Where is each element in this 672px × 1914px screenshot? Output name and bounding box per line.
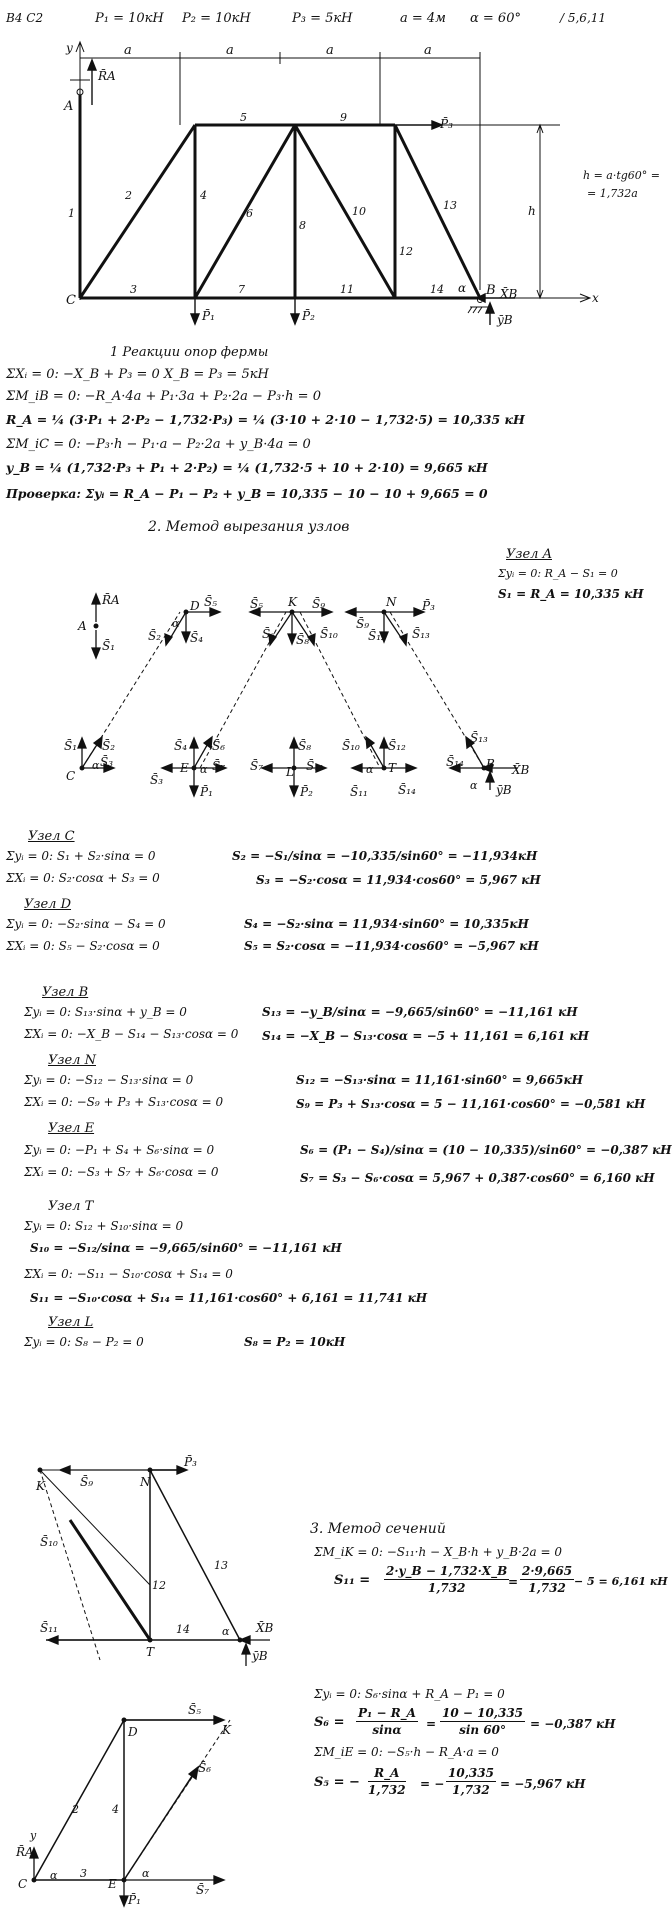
s3-s5-frac bbox=[368, 1766, 406, 1797]
cut-p1-e: P̄₁ bbox=[200, 785, 213, 799]
s3-s6-eq-num: 10 − 10,335 bbox=[442, 1706, 524, 1720]
yb-label: ȳB bbox=[497, 313, 513, 327]
s3-s5-den: 1,732 bbox=[368, 1783, 406, 1797]
truss-diagram bbox=[0, 0, 650, 330]
uzel-b-r2: S₁₄ = −X_B − S₁₃·cosα = −5 + 11,161 = 6,161 кН bbox=[262, 1029, 589, 1043]
uzel-c-eq1: Σyᵢ = 0: S₁ + S₂·sinα = 0 bbox=[6, 849, 156, 863]
sec1-m13: 13 bbox=[214, 1559, 228, 1572]
member-13: 13 bbox=[443, 199, 457, 212]
cut-s2-c: S̄₂ bbox=[102, 739, 116, 753]
h-formula-2: = 1,732a bbox=[587, 187, 638, 200]
uzel-c-r2: S₃ = −S₂·cosα = 11,934·cos60° = 5,967 кН bbox=[256, 873, 541, 887]
dim-a-3: a bbox=[326, 43, 334, 58]
cut-s7-l: S̄₇ bbox=[250, 759, 264, 773]
cut-xb: X̄B bbox=[512, 763, 530, 777]
p2-label: P̄₂ bbox=[302, 309, 315, 323]
cut-s3-e: S̄₃ bbox=[150, 773, 164, 787]
s1-eq6: Проверка: Σyᵢ = R_A − P₁ − P₂ + y_B = 10,335 − 10 − 10 + 9,665 = 0 bbox=[6, 486, 488, 501]
member-3: 3 bbox=[130, 283, 137, 296]
member-5: 5 bbox=[240, 111, 247, 124]
xb-label: X̄B bbox=[500, 287, 518, 301]
uzel-b-eq1: Σyᵢ = 0: S₁₃·sinα + y_B = 0 bbox=[24, 1005, 187, 1019]
s3-s5-left: S₅ = − bbox=[314, 1775, 360, 1790]
cut-s4-d: S̄₄ bbox=[190, 631, 204, 645]
member-12: 12 bbox=[399, 245, 413, 258]
cut-p2-l: P̄₂ bbox=[300, 785, 313, 799]
s3-s11-den: 1,732 bbox=[427, 1581, 466, 1595]
s3-s6-den: sinα bbox=[372, 1723, 402, 1737]
sec1-s11: S̄₁₁ bbox=[40, 1621, 58, 1635]
s3-s5-tail: = −5,967 кН bbox=[500, 1777, 586, 1791]
cut-k: K bbox=[288, 595, 297, 609]
sec2-m3: 3 bbox=[80, 1867, 87, 1880]
s3-eq-sign-3: = − bbox=[420, 1777, 445, 1791]
h-label: h bbox=[528, 204, 536, 218]
member-6: 6 bbox=[246, 207, 253, 220]
p1-label: P̄₁ bbox=[202, 309, 215, 323]
cut-alpha-d: α bbox=[172, 617, 180, 630]
given-p1: P₁ = 10кН bbox=[95, 11, 164, 26]
sec2-alpha-e: α bbox=[142, 1867, 150, 1880]
sec2-s5: S̄₅ bbox=[188, 1703, 202, 1717]
cut-s11-l: S̄₁₁ bbox=[306, 759, 324, 773]
cut-s7-e: S̄₇ bbox=[212, 759, 226, 773]
member-4: 4 bbox=[200, 189, 207, 202]
cut-s4-e: S̄₄ bbox=[174, 739, 188, 753]
sec2-m2: 2 bbox=[72, 1803, 79, 1816]
section3-title: 3. Метод сечений bbox=[310, 1521, 446, 1537]
cut-a: A bbox=[78, 619, 87, 633]
s3-s5-num: R_A bbox=[368, 1766, 406, 1782]
cut-alpha-t: α bbox=[366, 763, 374, 776]
s3-s11-mid-num: 2·9,665 bbox=[522, 1564, 573, 1578]
cut-s14-t: S̄₁₄ bbox=[398, 783, 416, 797]
cut-s10-t: S̄₁₀ bbox=[342, 739, 360, 753]
cut-s6-k: S̄₆ bbox=[262, 627, 276, 641]
s3-s11-frac2 bbox=[520, 1564, 574, 1595]
cut-s11-t: S̄₁₁ bbox=[350, 785, 368, 799]
cut-s2-d: S̄₂ bbox=[148, 629, 162, 643]
s3-eq-sign-2: = bbox=[426, 1717, 437, 1731]
s3-s11-frac bbox=[384, 1564, 509, 1595]
given-refs: / 5,6,11 bbox=[560, 11, 607, 25]
sec2-alpha-c: α bbox=[50, 1869, 58, 1882]
node-cutting-diagram bbox=[0, 587, 650, 810]
s3-s11-num: 2·y_B − 1,732·X_B bbox=[386, 1564, 508, 1578]
cut-alpha-b: α bbox=[470, 779, 478, 792]
cut-s3-c: S̄₃ bbox=[100, 755, 114, 769]
s3-s6-frac bbox=[356, 1706, 418, 1737]
s1-eq1: ΣXᵢ = 0: −X_B + P₃ = 0 X_B = P₃ = 5кН bbox=[6, 367, 269, 382]
uzel-d-eq1: Σyᵢ = 0: −S₂·sinα − S₄ = 0 bbox=[6, 917, 166, 931]
cut-ra: R̄A bbox=[102, 593, 120, 607]
node-a-eq2: S₁ = R_A = 10,335 кН bbox=[498, 587, 644, 601]
s3-s6-eq-den: sin 60° bbox=[459, 1723, 506, 1737]
uzel-b-eq2: ΣXᵢ = 0: −X_B − S₁₄ − S₁₃·cosα = 0 bbox=[24, 1027, 239, 1041]
uzel-e-eq1: Σyᵢ = 0: −P₁ + S₄ + S₆·sinα = 0 bbox=[24, 1143, 215, 1157]
variant-label: B4 C2 bbox=[6, 11, 44, 25]
sec2-k: K bbox=[222, 1723, 231, 1737]
cut-p3-n: P̄₃ bbox=[422, 599, 435, 613]
sec1-m14: 14 bbox=[176, 1623, 190, 1636]
given-a: a = 4м bbox=[400, 11, 446, 26]
sec1-n: N bbox=[140, 1475, 151, 1489]
cut-d: D bbox=[190, 599, 200, 613]
uzel-l-r1: S₈ = P₂ = 10кН bbox=[244, 1335, 346, 1349]
sec2-y: y bbox=[30, 1829, 37, 1842]
cut-s6-e: S̄₆ bbox=[212, 739, 226, 753]
node-a-eq1: Σyᵢ = 0: R_A − S₁ = 0 bbox=[498, 567, 618, 580]
cut-s12-t: S̄₁₂ bbox=[388, 739, 406, 753]
sec2-s7: S̄₇ bbox=[196, 1883, 210, 1897]
sec1-k: K bbox=[36, 1479, 45, 1493]
sec2-e: E bbox=[108, 1877, 117, 1891]
axis-x-label: x bbox=[592, 291, 599, 305]
member-9: 9 bbox=[340, 111, 347, 124]
section1-title: 1 Реакции опор фермы bbox=[110, 345, 269, 360]
given-p2: P₂ = 10кН bbox=[182, 11, 251, 26]
s3-s6-frac2 bbox=[440, 1706, 525, 1737]
s3-s6-left: S₆ = bbox=[314, 1715, 345, 1730]
s3-s11-mid-den: 1,732 bbox=[528, 1581, 566, 1595]
node-a-title: Узел A bbox=[506, 547, 552, 562]
section2-title: 2. Метод вырезания узлов bbox=[148, 519, 350, 535]
cut-s12-n: S̄₁₂ bbox=[368, 629, 386, 643]
sec1-yb: ȳB bbox=[252, 1649, 268, 1663]
node-b-label: B bbox=[486, 283, 496, 298]
cut-c: C bbox=[66, 769, 76, 783]
s3-y-eq: Σyᵢ = 0: S₆·sinα + R_A − P₁ = 0 bbox=[314, 1687, 505, 1701]
uzel-t-eq2: ΣXᵢ = 0: −S₁₁ − S₁₀·cosα + S₁₄ = 0 bbox=[24, 1267, 233, 1281]
member-2: 2 bbox=[125, 189, 132, 202]
uzel-d-title: Узел D bbox=[24, 897, 72, 912]
sec1-xb: X̄B bbox=[256, 1621, 274, 1635]
h-formula-1: h = a·tg60° = bbox=[583, 169, 661, 182]
uzel-b-title: Узел B bbox=[42, 985, 89, 1000]
cut-s14-b: S̄₁₄ bbox=[446, 755, 464, 769]
cut-b: B bbox=[486, 757, 495, 771]
cut-alpha-c: α bbox=[92, 759, 100, 772]
uzel-b-r1: S₁₃ = −y_B/sinα = −9,665/sin60° = −11,161 кН bbox=[262, 1005, 578, 1019]
dim-a-4: a bbox=[424, 43, 432, 58]
node-a-label: A bbox=[64, 99, 74, 114]
ra-label: R̄A bbox=[98, 69, 116, 83]
s3-s6-num: P₁ − R_A bbox=[358, 1706, 416, 1720]
member-7: 7 bbox=[238, 283, 245, 296]
s3-me-eq: ΣM_iE = 0: −S₅·h − R_A·a = 0 bbox=[314, 1745, 499, 1759]
cut-s9-n: S̄₉ bbox=[356, 617, 370, 631]
given-p3: P₃ = 5кН bbox=[292, 11, 353, 26]
uzel-t-r1: S₁₀ = −S₁₂/sinα = −9,665/sin60° = −11,161 кН bbox=[30, 1241, 342, 1255]
uzel-n-r1: S₁₂ = −S₁₃·sinα = 11,161·sin60° = 9,665кН bbox=[296, 1073, 583, 1087]
sec1-s9: S̄₉ bbox=[80, 1475, 94, 1489]
cut-l: L bbox=[286, 765, 294, 779]
s1-eq2: ΣM_iB = 0: −R_A·4a + P₁·3a + P₂·2a − P₃·h = 0 bbox=[6, 389, 321, 404]
uzel-t-r2: S₁₁ = −S₁₀·cosα + S₁₄ = 11,161·cos60° + 6,161 = 11,741 кН bbox=[30, 1291, 428, 1305]
uzel-n-eq2: ΣXᵢ = 0: −S₉ + P₃ + S₁₃·cosα = 0 bbox=[24, 1095, 224, 1109]
alpha-b: α bbox=[458, 281, 467, 295]
cut-e: E bbox=[180, 761, 189, 775]
uzel-n-eq1: Σyᵢ = 0: −S₁₂ − S₁₃·sinα = 0 bbox=[24, 1073, 194, 1087]
sec1-alpha: α bbox=[222, 1625, 230, 1638]
uzel-l-title: Узел L bbox=[48, 1315, 94, 1330]
s3-s11-left: S₁₁ = bbox=[334, 1573, 371, 1588]
cut-s5-k: S̄₅ bbox=[250, 597, 264, 611]
cut-s13-n: S̄₁₃ bbox=[412, 627, 430, 641]
s3-s6-tail: = −0,387 кН bbox=[530, 1717, 616, 1731]
dim-a-2: a bbox=[226, 43, 234, 58]
s3-s5-mid-num: 10,335 bbox=[448, 1766, 494, 1780]
cut-s9-k: S̄₉ bbox=[312, 597, 326, 611]
s1-eq5: y_B = ¼ (1,732·P₃ + P₁ + 2·P₂) = ¼ (1,732·5 + 10 + 2·10) = 9,665 кН bbox=[6, 460, 488, 475]
uzel-c-r1: S₂ = −S₁/sinα = −10,335/sin60° = −11,934кН bbox=[232, 849, 538, 863]
uzel-t-title: Узел T bbox=[48, 1199, 94, 1214]
cut-alpha-e: α bbox=[200, 763, 208, 776]
s3-eq-sign-1: = bbox=[508, 1575, 519, 1589]
sec2-s6: S̄₆ bbox=[198, 1761, 212, 1775]
member-1: 1 bbox=[68, 207, 75, 220]
sec1-p3: P̄₃ bbox=[184, 1455, 197, 1469]
uzel-c-title: Узел C bbox=[28, 829, 75, 844]
uzel-d-eq2: ΣXᵢ = 0: S₅ − S₂·cosα = 0 bbox=[6, 939, 160, 953]
cut-s5-d: S̄₅ bbox=[204, 595, 218, 609]
axis-y-label: y bbox=[66, 41, 73, 55]
uzel-n-title: Узел N bbox=[48, 1053, 96, 1068]
member-8: 8 bbox=[299, 219, 306, 232]
s1-eq4: ΣM_iC = 0: −P₃·h − P₁·a − P₂·2a + y_B·4a = 0 bbox=[6, 437, 311, 452]
uzel-d-r1: S₄ = −S₂·sinα = 11,934·sin60° = 10,335кН bbox=[244, 917, 529, 931]
uzel-e-title: Узел E bbox=[48, 1121, 95, 1136]
cut-n: N bbox=[386, 595, 397, 609]
sec2-p1: P̄₁ bbox=[128, 1893, 141, 1907]
member-11: 11 bbox=[340, 283, 354, 296]
sec1-s10: S̄₁₀ bbox=[40, 1535, 58, 1549]
cut-s8-k: S̄₈ bbox=[296, 633, 310, 647]
sec1-m12: 12 bbox=[152, 1579, 166, 1592]
given-alpha: α = 60° bbox=[470, 11, 521, 26]
cut-s10-k: S̄₁₀ bbox=[320, 627, 338, 641]
cut-s8-l: S̄₈ bbox=[298, 739, 312, 753]
cut-s1-top: S̄₁ bbox=[102, 639, 116, 653]
p3-label: P̄₃ bbox=[440, 117, 453, 131]
uzel-e-r1: S₆ = (P₁ − S₄)/sinα = (10 − 10,335)/sin60° = −0,387 кН bbox=[300, 1143, 672, 1157]
sec2-c: C bbox=[18, 1877, 28, 1891]
uzel-e-eq2: ΣXᵢ = 0: −S₃ + S₇ + S₆·cosα = 0 bbox=[24, 1165, 219, 1179]
node-c-label: C bbox=[66, 293, 76, 308]
uzel-t-eq1: Σyᵢ = 0: S₁₂ + S₁₀·sinα = 0 bbox=[24, 1219, 184, 1233]
member-10: 10 bbox=[352, 205, 366, 218]
cut-s1-c: S̄₁ bbox=[64, 739, 78, 753]
cut-s13-b: S̄₁₃ bbox=[470, 731, 488, 745]
uzel-e-r2: S₇ = S₃ − S₆·cosα = 5,967 + 0,387·cos60° = 6,160 кН bbox=[300, 1171, 655, 1185]
dim-a-1: a bbox=[124, 43, 132, 58]
uzel-c-eq2: ΣXᵢ = 0: S₂·cosα + S₃ = 0 bbox=[6, 871, 160, 885]
s3-s5-frac2 bbox=[446, 1766, 496, 1797]
s3-s5-mid-den: 1,732 bbox=[452, 1783, 490, 1797]
s1-eq3: R_A = ¼ (3·P₁ + 2·P₂ − 1,732·P₃) = ¼ (3·10 + 2·10 − 1,732·5) = 10,335 кН bbox=[6, 412, 525, 427]
sec2-d: D bbox=[128, 1725, 138, 1739]
s3-m-eq: ΣM_iK = 0: −S₁₁·h − X_B·h + y_B·2a = 0 bbox=[314, 1545, 562, 1559]
s3-s11-tail: − 5 = 6,161 кН bbox=[574, 1575, 668, 1588]
cut-yb: ȳB bbox=[496, 783, 512, 797]
sec1-t: T bbox=[146, 1645, 155, 1659]
uzel-l-eq1: Σyᵢ = 0: S₈ − P₂ = 0 bbox=[24, 1335, 144, 1349]
cut-t: T bbox=[388, 761, 397, 775]
uzel-n-r2: S₉ = P₃ + S₁₃·cosα = 5 − 11,161·cos60° = −0,581 кН bbox=[296, 1097, 646, 1111]
sec2-ra: R̄A bbox=[16, 1845, 34, 1859]
uzel-d-r2: S₅ = S₂·cosα = −11,934·cos60° = −5,967 кН bbox=[244, 939, 539, 953]
sec2-m4: 4 bbox=[112, 1803, 119, 1816]
member-14: 14 bbox=[430, 283, 444, 296]
